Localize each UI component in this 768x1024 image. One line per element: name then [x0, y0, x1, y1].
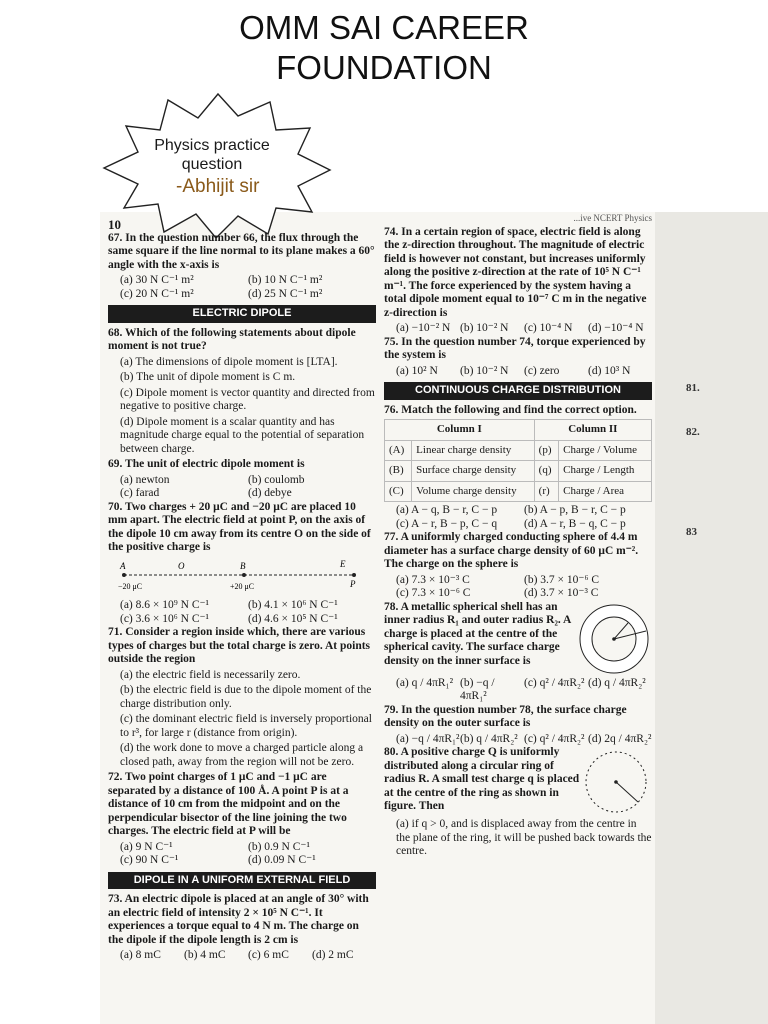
q68-option-a: (a) The dimensions of dipole moment is [LTA]. [120, 355, 338, 368]
q70-option-b: (b) 4.1 × 10⁶ N C⁻¹ [248, 599, 338, 611]
row-term: Surface charge density [412, 461, 535, 482]
q73-option-d: (d) 2 mC [312, 949, 354, 961]
label-B: B [240, 560, 246, 571]
question-71: 71. Consider a region inside which, there are various types of charges but the total charge is zero. At points outside the region [108, 626, 371, 665]
q70-option-d: (d) 4.6 × 10⁵ N C⁻¹ [248, 612, 338, 625]
q73-option-c: (c) 6 mC [248, 949, 289, 961]
q77-option-a: (a) 7.3 × 10⁻³ C [396, 573, 470, 586]
q78-option-c: (c) q² / 4πR₂² [524, 676, 585, 689]
q72-option-d: (d) 0.09 N C⁻¹ [248, 854, 316, 866]
label-O: O [178, 560, 185, 571]
q71-option-c: (c) the dominant electric field is inversely proportional to r³, for large r (distance from origin). [120, 713, 372, 739]
title-line-2: FOUNDATION [276, 49, 492, 86]
question-74: 74. In a certain region of space, electric field is along the z-direction throughout. The magnitude of electric field is however not constant, but increases uniformly along the positive z-direction at the rate of 10⁵ N C⁻¹ m⁻¹. The force experienced by the system having a total dipole moment equal to 10⁻⁷ C m in the negative z-direction is [384, 225, 647, 319]
q78-option-a: (a) q / 4πR₁² [396, 676, 454, 689]
q76-option-b: (b) A − p, B − r, C − p [524, 504, 626, 516]
q71-option-a: (a) the electric field is necessarily zero. [120, 668, 301, 681]
dipole-axis-diagram [118, 559, 368, 591]
q79-options [384, 733, 652, 747]
q75-option-d: (d) 10³ N [588, 364, 631, 377]
label-E: E [340, 558, 346, 569]
q72-option-a: (a) 9 N C⁻¹ [120, 840, 173, 853]
q74-options [384, 322, 652, 336]
q74-option-a: (a) −10⁻² N [396, 322, 451, 334]
row-label: (B) [385, 461, 412, 482]
q76-options-row1 [384, 504, 652, 518]
q68-option-c: (c) Dipole moment is vector quantity and directed from negative to positive charge. [120, 386, 375, 412]
side-number-81: 81. [686, 382, 700, 394]
q76-options-row2 [384, 518, 652, 532]
label-A: A [120, 560, 126, 571]
adjacent-page [655, 212, 768, 1024]
q77-option-c: (c) 7.3 × 10⁻⁶ C [396, 587, 471, 599]
question-79: 79. In the question number 78, the surface charge density on the outer surface is [384, 703, 627, 729]
q69-options-row2 [108, 487, 376, 501]
q69-options-row1 [108, 474, 376, 488]
running-head: ...ive NCERT Physics [573, 213, 652, 223]
q68-option-d: (d) Dipole moment is a scalar quantity and has magnitude charge equal to the potential of separation between charge. [120, 415, 365, 455]
question-68: 68. Which of the following statements about dipole moment is not true? [108, 326, 356, 352]
q69-option-a: (a) newton [120, 473, 170, 486]
right-column [384, 212, 652, 861]
side-number-82: 82. [686, 426, 700, 438]
column-1-header: Column I [385, 420, 535, 441]
q69-option-c: (c) farad [120, 487, 160, 499]
q80-block [384, 746, 652, 818]
q67-options-row1 [108, 274, 376, 288]
q79-option-d: (d) 2q / 4πR₂² [588, 732, 652, 745]
q70-options-row2 [108, 613, 376, 627]
q69-option-b: (b) coulomb [248, 473, 305, 486]
institute-title [0, 8, 768, 88]
match-table [384, 419, 652, 502]
row-key: (q) [534, 461, 558, 482]
q75-option-c: (c) zero [524, 364, 560, 377]
q67-options-row2 [108, 288, 376, 302]
table-row [385, 461, 652, 482]
q71-option-b: (b) the electric field is due to the dipole moment of the charge distribution only. [120, 684, 372, 710]
starburst-badge [98, 88, 338, 238]
row-definition: Charge / Volume [559, 440, 652, 461]
q73-option-b: (b) 4 mC [184, 949, 226, 961]
question-67: 67. In the question number 66, the flux through the same square if the line normal to its plane makes a 60° angle with the x-axis is [108, 231, 375, 271]
q79-option-c: (c) q² / 4πR₂² [524, 732, 585, 745]
row-definition: Charge / Area [559, 481, 652, 502]
q78-option-d: (d) q / 4πR₂² [588, 676, 646, 689]
q76-option-a: (a) A − q, B − r, C − p [396, 504, 498, 516]
q72-options-row1 [108, 841, 376, 855]
row-term: Volume charge density [412, 481, 535, 502]
row-key: (p) [534, 440, 558, 461]
section-electric-dipole: ELECTRIC DIPOLE [108, 305, 376, 323]
q75-option-a: (a) 10² N [396, 364, 438, 377]
question-76: 76. Match the following and find the correct option. [384, 403, 637, 416]
row-definition: Charge / Length [559, 461, 652, 482]
question-73: 73. An electric dipole is placed at an angle of 30° with an electric field of intensity 2 × 10⁵ N C⁻¹. It experiences a torque equal to 4 N m. The charge on the dipole if the dipole length is 2 cm is [108, 893, 369, 946]
spherical-shell-figure [576, 601, 652, 677]
q77-options-row2 [384, 587, 652, 601]
q77-option-b: (b) 3.7 × 10⁻⁶ C [524, 573, 600, 586]
question-80: 80. A positive charge Q is uniformly distributed along a circular ring of radius R. A small test charge q is placed at the centre of the ring as shown in figure. Then [384, 746, 580, 812]
badge-author: -Abhijit sir [176, 176, 260, 197]
row-key: (r) [534, 481, 558, 502]
label-plus-charge: +20 μC [230, 581, 255, 591]
q78-block [384, 601, 652, 677]
q76-option-c: (c) A − r, B − p, C − q [396, 517, 498, 530]
q72-option-b: (b) 0.9 N C⁻¹ [248, 840, 310, 853]
q71-option-d: (d) the work done to move a charged particle along a closed path, away from the region will not be zero. [120, 742, 364, 768]
q73-options [108, 949, 376, 963]
q74-option-d: (d) −10⁻⁴ N [588, 322, 644, 334]
label-minus-charge: −20 μC [118, 581, 143, 591]
left-column [108, 218, 376, 963]
page-number: 10 [108, 217, 121, 232]
question-70: 70. Two charges + 20 μC and −20 μC are placed 10 mm apart. The electric field at point P, on the axis of the dipole 10 cm away from its centre O on the side of the positive charge is [108, 500, 371, 553]
q75-options [384, 365, 652, 379]
question-69: 69. The unit of electric dipole moment is [108, 458, 305, 470]
title-line-1: OMM SAI CAREER [239, 9, 529, 46]
q74-option-b: (b) 10⁻² N [460, 322, 509, 334]
section-dipole-uniform-field: DIPOLE IN A UNIFORM EXTERNAL FIELD [108, 872, 376, 890]
question-77: 77. A uniformly charged conducting sphere of 4.4 m diameter has a surface charge density of 60 μC m⁻². The charge on the sphere is [384, 531, 639, 570]
q78-option-b: (b) −q / 4πR₁² [460, 676, 495, 702]
row-term: Linear charge density [412, 440, 535, 461]
q77-option-d: (d) 3.7 × 10⁻³ C [524, 587, 599, 599]
question-75: 75. In the question number 74, torque experienced by the system is [384, 335, 646, 361]
question-78: 78. A metallic spherical shell has an inner radius R₁ and outer radius R₂. A charge is placed at the centre of the spherical cavity. The surface charge density on the inner surface is [384, 600, 571, 667]
q74-option-c: (c) 10⁻⁴ N [524, 322, 573, 334]
q69-option-d: (d) debye [248, 487, 292, 499]
q67-option-b: (b) 10 N C⁻¹ m² [248, 274, 323, 286]
match-table-header [385, 420, 652, 441]
row-label: (C) [385, 481, 412, 502]
side-number-83: 83 [686, 526, 697, 538]
row-label: (A) [385, 440, 412, 461]
q68-option-b: (b) The unit of dipole moment is C m. [120, 371, 296, 383]
badge-title: Physics practice question [154, 137, 270, 173]
q78-options [384, 677, 652, 704]
label-P: P [350, 578, 356, 589]
q79-option-a: (a) −q / 4πR₁² [396, 732, 460, 745]
q79-option-b: (b) q / 4πR₂² [460, 732, 518, 745]
table-row [385, 440, 652, 461]
table-row [385, 481, 652, 502]
q73-option-a: (a) 8 mC [120, 949, 161, 961]
q67-option-c: (c) 20 N C⁻¹ m² [120, 287, 194, 300]
q70-option-a: (a) 8.6 × 10⁹ N C⁻¹ [120, 599, 210, 611]
column-2-header: Column II [534, 420, 651, 441]
q75-option-b: (b) 10⁻² N [460, 364, 509, 377]
q80-option-a: (a) if q > 0, and is displaced away from the centre in the plane of the ring, it will be pushed back towards the centre. [396, 818, 652, 857]
section-continuous-charge: CONTINUOUS CHARGE DISTRIBUTION [384, 382, 652, 400]
q67-option-d: (d) 25 N C⁻¹ m² [248, 287, 323, 300]
q72-option-c: (c) 90 N C⁻¹ [120, 854, 179, 866]
charged-ring-figure [580, 746, 652, 818]
q70-option-c: (c) 3.6 × 10⁶ N C⁻¹ [120, 612, 210, 625]
q70-options-row1 [108, 599, 376, 613]
q67-option-a: (a) 30 N C⁻¹ m² [120, 274, 194, 286]
q77-options-row1 [384, 574, 652, 588]
q72-options-row2 [108, 854, 376, 868]
q76-option-d: (d) A − r, B − q, C − p [524, 517, 626, 530]
question-72: 72. Two point charges of 1 μC and −1 μC are separated by a distance of 100 Å. A point P is at a distance of 10 cm from the midpoint and on the perpendicular bisector of the line joining the two charges. The electric field at P will be [108, 771, 349, 837]
